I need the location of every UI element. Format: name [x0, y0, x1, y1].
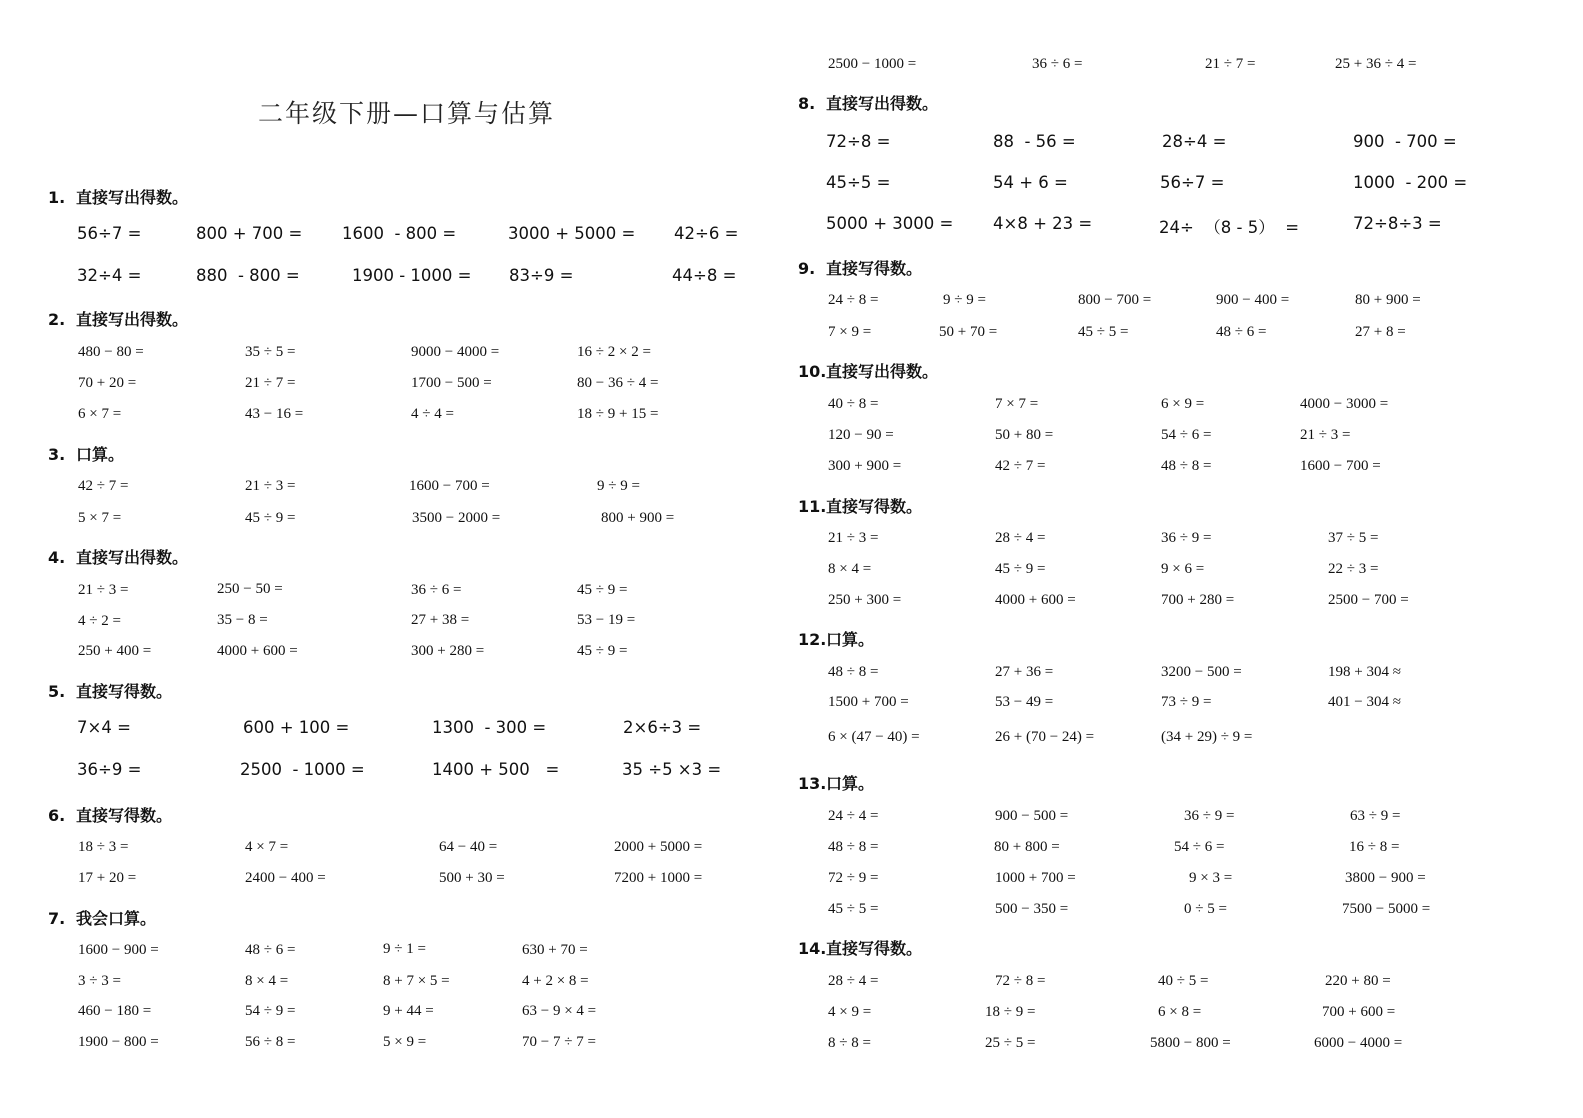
section-label: 直接写出得数。	[826, 94, 939, 113]
problem: 6 × 9 =	[1161, 396, 1205, 412]
problem: 32÷4 =	[77, 266, 142, 285]
problem: 2400 − 400 =	[245, 870, 326, 886]
problem: (34 + 29) ÷ 9 =	[1161, 729, 1253, 745]
problem: 4 × 9 =	[828, 1004, 872, 1020]
problem: 4 + 2 × 8 =	[522, 973, 589, 989]
problem: 1600 − 700 =	[409, 478, 490, 494]
problem: 4 × 7 =	[245, 839, 289, 855]
problem: 220 + 80 =	[1325, 973, 1391, 989]
problem: 300 + 280 =	[411, 643, 485, 659]
problem: 16 ÷ 8 =	[1349, 839, 1400, 855]
problem: 17 + 20 =	[78, 870, 137, 886]
section-heading	[48, 307, 188, 330]
problem: 250 + 300 =	[828, 592, 902, 608]
problem: 9 ÷ 9 =	[943, 292, 986, 308]
problem: 16 ÷ 2 × 2 =	[577, 344, 651, 360]
problem: 460 − 180 =	[78, 1003, 152, 1019]
problem: 45 ÷ 9 =	[577, 643, 628, 659]
section-heading	[48, 442, 124, 465]
problem: 56÷7 =	[77, 224, 142, 243]
problem: 53 − 19 =	[577, 612, 636, 628]
section-number: 13.	[798, 774, 827, 793]
problem: 72 ÷ 9 =	[828, 870, 879, 886]
problem: 24 ÷ 8 =	[828, 292, 879, 308]
problem: 5 × 7 =	[78, 510, 122, 526]
worksheet-title: 二年级下册—口算与估算	[258, 99, 556, 128]
problem: 56 ÷ 8 =	[245, 1034, 296, 1050]
problem: 900 - 700 =	[1353, 132, 1457, 151]
problem: 3500 − 2000 =	[412, 510, 501, 526]
problem: 800 − 700 =	[1078, 292, 1152, 308]
problem: 35 ÷ 5 =	[245, 344, 296, 360]
problem: 37 ÷ 5 =	[1328, 530, 1379, 546]
section-label: 直接写得数。	[76, 806, 173, 825]
problem: 48 ÷ 8 =	[828, 839, 879, 855]
problem: 1000 - 200 =	[1353, 173, 1468, 192]
problem: 73 ÷ 9 =	[1161, 694, 1212, 710]
problem: 4000 + 600 =	[217, 643, 298, 659]
problem: 1900 − 800 =	[78, 1034, 159, 1050]
problem: 27 + 8 =	[1355, 324, 1406, 340]
section-heading	[48, 803, 172, 826]
problem: 48 ÷ 6 =	[1216, 324, 1267, 340]
problem: 24 ÷ 4 =	[828, 808, 879, 824]
problem: 4 ÷ 4 =	[411, 406, 454, 422]
problem: 3200 − 500 =	[1161, 664, 1242, 680]
problem: 9 + 44 =	[383, 1003, 434, 1019]
section-number: 4.	[48, 548, 66, 567]
section-heading	[798, 936, 922, 959]
problem: 1600 − 700 =	[1300, 458, 1381, 474]
section-label: 直接写出得数。	[826, 362, 939, 381]
problem: 50 + 70 =	[939, 324, 998, 340]
problem: 45 ÷ 9 =	[245, 510, 296, 526]
problem: 5800 − 800 =	[1150, 1035, 1231, 1051]
problem: 27 + 36 =	[995, 664, 1054, 680]
problem: 72÷8÷3 =	[1353, 214, 1442, 233]
problem: 18 ÷ 9 + 15 =	[577, 406, 659, 422]
problem: 80 + 800 =	[994, 839, 1060, 855]
problem: 64 − 40 =	[439, 839, 498, 855]
problem: 500 + 30 =	[439, 870, 505, 886]
problem: 1600 − 900 =	[78, 942, 159, 958]
problem: 36 ÷ 9 =	[1184, 808, 1235, 824]
problem: 3800 − 900 =	[1345, 870, 1426, 886]
problem: 63 ÷ 9 =	[1350, 808, 1401, 824]
problem: 45 ÷ 5 =	[1078, 324, 1129, 340]
problem: 42 ÷ 7 =	[995, 458, 1046, 474]
problem: 4 ÷ 2 =	[78, 613, 121, 629]
problem: 21 ÷ 3 =	[1300, 427, 1351, 443]
problem: 28 ÷ 4 =	[828, 973, 879, 989]
problem: 480 − 80 =	[78, 344, 144, 360]
problem: 6 × 7 =	[78, 406, 122, 422]
problem: 44÷8 =	[672, 266, 737, 285]
problem: 0 ÷ 5 =	[1184, 901, 1227, 917]
problem: 21 ÷ 3 =	[828, 530, 879, 546]
section-number: 8.	[798, 94, 816, 113]
section-number: 14.	[798, 939, 827, 958]
section-number: 1.	[48, 188, 66, 207]
problem: 45 ÷ 9 =	[995, 561, 1046, 577]
problem: 4000 − 3000 =	[1300, 396, 1389, 412]
problem: 8 × 4 =	[828, 561, 872, 577]
section-heading	[798, 771, 874, 794]
problem: 80 + 900 =	[1355, 292, 1421, 308]
problem: 26 + (70 − 24) =	[995, 729, 1095, 745]
problem: 9000 − 4000 =	[411, 344, 500, 360]
problem: 28 ÷ 4 =	[995, 530, 1046, 546]
problem: 1900 - 1000 =	[352, 266, 472, 285]
section-heading	[798, 627, 874, 650]
section-number: 5.	[48, 682, 66, 701]
problem: 250 − 50 =	[217, 581, 283, 597]
problem: 2×6÷3 =	[623, 718, 702, 737]
problem: 53 − 49 =	[995, 694, 1054, 710]
problem: 5000 + 3000 =	[826, 214, 954, 233]
problem: 9 × 3 =	[1189, 870, 1233, 886]
problem: 7200 + 1000 =	[614, 870, 703, 886]
problem: 54 ÷ 9 =	[245, 1003, 296, 1019]
section-label: 口算。	[826, 774, 875, 793]
problem: 4000 + 600 =	[995, 592, 1076, 608]
problem: 70 + 20 =	[78, 375, 137, 391]
problem: 72÷8 =	[826, 132, 891, 151]
section-number: 3.	[48, 445, 66, 464]
problem: 54 ÷ 6 =	[1161, 427, 1212, 443]
section-number: 9.	[798, 259, 816, 278]
problem: 8 × 4 =	[245, 973, 289, 989]
section-heading	[48, 545, 188, 568]
section-heading	[798, 256, 922, 279]
problem: 42 ÷ 7 =	[78, 478, 129, 494]
problem: 36 ÷ 9 =	[1161, 530, 1212, 546]
problem: 35 − 8 =	[217, 612, 268, 628]
problem: 1700 − 500 =	[411, 375, 492, 391]
problem: 9 ÷ 9 =	[597, 478, 640, 494]
problem: 54 + 6 =	[993, 173, 1068, 192]
problem: 8 + 7 × 5 =	[383, 973, 450, 989]
problem: 48 ÷ 6 =	[245, 942, 296, 958]
problem: 42÷6 =	[674, 224, 739, 243]
problem: 35 ÷5 ×3 =	[622, 760, 722, 779]
section-heading	[48, 185, 188, 208]
problem: 36÷9 =	[77, 760, 142, 779]
problem: 9 ÷ 1 =	[383, 941, 426, 957]
problem: 54 ÷ 6 =	[1174, 839, 1225, 855]
problem: 5 × 9 =	[383, 1034, 427, 1050]
problem: 1400 + 500 =	[432, 760, 560, 779]
problem: 300 + 900 =	[828, 458, 902, 474]
problem: 800 + 700 =	[196, 224, 303, 243]
problem: 45 ÷ 5 =	[828, 901, 879, 917]
problem: 6 × 8 =	[1158, 1004, 1202, 1020]
problem: 198 + 304 ≈	[1328, 664, 1401, 680]
section-label: 直接写出得数。	[76, 548, 189, 567]
problem: 72 ÷ 8 =	[995, 973, 1046, 989]
problem: 1300 - 300 =	[432, 718, 547, 737]
problem: 63 − 9 × 4 =	[522, 1003, 597, 1019]
section-heading	[798, 494, 922, 517]
section-number: 10.	[798, 362, 827, 381]
problem: 1600 - 800 =	[342, 224, 457, 243]
problem: 45÷5 =	[826, 173, 891, 192]
problem: 25 + 36 ÷ 4 =	[1335, 56, 1417, 72]
problem: 401 − 304 ≈	[1328, 694, 1401, 710]
problem: 6000 − 4000 =	[1314, 1035, 1403, 1051]
problem: 21 ÷ 3 =	[78, 582, 129, 598]
problem: 630 + 70 =	[522, 942, 588, 958]
problem: 70 − 7 ÷ 7 =	[522, 1034, 596, 1050]
problem: 120 − 90 =	[828, 427, 894, 443]
problem: 2500 - 1000 =	[240, 760, 365, 779]
section-heading	[798, 91, 938, 114]
problem: 1500 + 700 =	[828, 694, 909, 710]
problem: 80 − 36 ÷ 4 =	[577, 375, 659, 391]
problem: 88 - 56 =	[993, 132, 1076, 151]
problem: 500 − 350 =	[995, 901, 1069, 917]
problem: 48 ÷ 8 =	[1161, 458, 1212, 474]
problem: 40 ÷ 5 =	[1158, 973, 1209, 989]
problem: 900 − 400 =	[1216, 292, 1290, 308]
section-label: 直接写出得数。	[76, 310, 189, 329]
section-label: 我会口算。	[76, 909, 157, 928]
problem: 700 + 280 =	[1161, 592, 1235, 608]
problem: 2000 + 5000 =	[614, 839, 703, 855]
section-heading	[48, 679, 172, 702]
section-number: 12.	[798, 630, 827, 649]
problem: 43 − 16 =	[245, 406, 304, 422]
problem: 40 ÷ 8 =	[828, 396, 879, 412]
problem: 4×8 + 23 =	[993, 214, 1093, 233]
problem: 2500 − 1000 =	[828, 56, 917, 72]
problem: 28÷4 =	[1162, 132, 1227, 151]
section-label: 口算。	[76, 445, 125, 464]
section-number: 7.	[48, 909, 66, 928]
problem: 22 ÷ 3 =	[1328, 561, 1379, 577]
problem: 700 + 600 =	[1322, 1004, 1396, 1020]
problem: 25 ÷ 5 =	[985, 1035, 1036, 1051]
problem: 7 × 9 =	[828, 324, 872, 340]
problem: 800 + 900 =	[601, 510, 675, 526]
problem: 900 − 500 =	[995, 808, 1069, 824]
problem: 7×4 =	[77, 718, 131, 737]
problem: 45 ÷ 9 =	[577, 582, 628, 598]
section-label: 直接写得数。	[826, 259, 923, 278]
problem: 7500 − 5000 =	[1342, 901, 1431, 917]
problem: 7 × 7 =	[995, 396, 1039, 412]
section-label: 口算。	[826, 630, 875, 649]
problem: 3000 + 5000 =	[508, 224, 636, 243]
problem: 880 - 800 =	[196, 266, 300, 285]
section-label: 直接写得数。	[826, 939, 923, 958]
problem: 2500 − 700 =	[1328, 592, 1409, 608]
section-heading	[798, 359, 938, 382]
problem: 18 ÷ 9 =	[985, 1004, 1036, 1020]
problem: 250 + 400 =	[78, 643, 152, 659]
problem: 21 ÷ 7 =	[1205, 56, 1256, 72]
section-number: 6.	[48, 806, 66, 825]
problem: 8 ÷ 8 =	[828, 1035, 871, 1051]
problem: 48 ÷ 8 =	[828, 664, 879, 680]
problem: 24÷ （8 - 5） =	[1159, 218, 1300, 237]
problem: 1000 + 700 =	[995, 870, 1076, 886]
problem: 21 ÷ 7 =	[245, 375, 296, 391]
section-label: 直接写得数。	[76, 682, 173, 701]
section-label: 直接写出得数。	[76, 188, 189, 207]
problem: 36 ÷ 6 =	[411, 582, 462, 598]
problem: 50 + 80 =	[995, 427, 1054, 443]
problem: 3 ÷ 3 =	[78, 973, 121, 989]
section-heading	[48, 906, 156, 929]
problem: 18 ÷ 3 =	[78, 839, 129, 855]
problem: 36 ÷ 6 =	[1032, 56, 1083, 72]
section-label: 直接写得数。	[826, 497, 923, 516]
problem: 27 + 38 =	[411, 612, 470, 628]
problem: 83÷9 =	[509, 266, 574, 285]
section-number: 2.	[48, 310, 66, 329]
problem: 600 + 100 =	[243, 718, 350, 737]
problem: 21 ÷ 3 =	[245, 478, 296, 494]
problem: 6 × (47 − 40) =	[828, 729, 920, 745]
problem: 56÷7 =	[1160, 173, 1225, 192]
problem: 9 × 6 =	[1161, 561, 1205, 577]
section-number: 11.	[798, 497, 827, 516]
